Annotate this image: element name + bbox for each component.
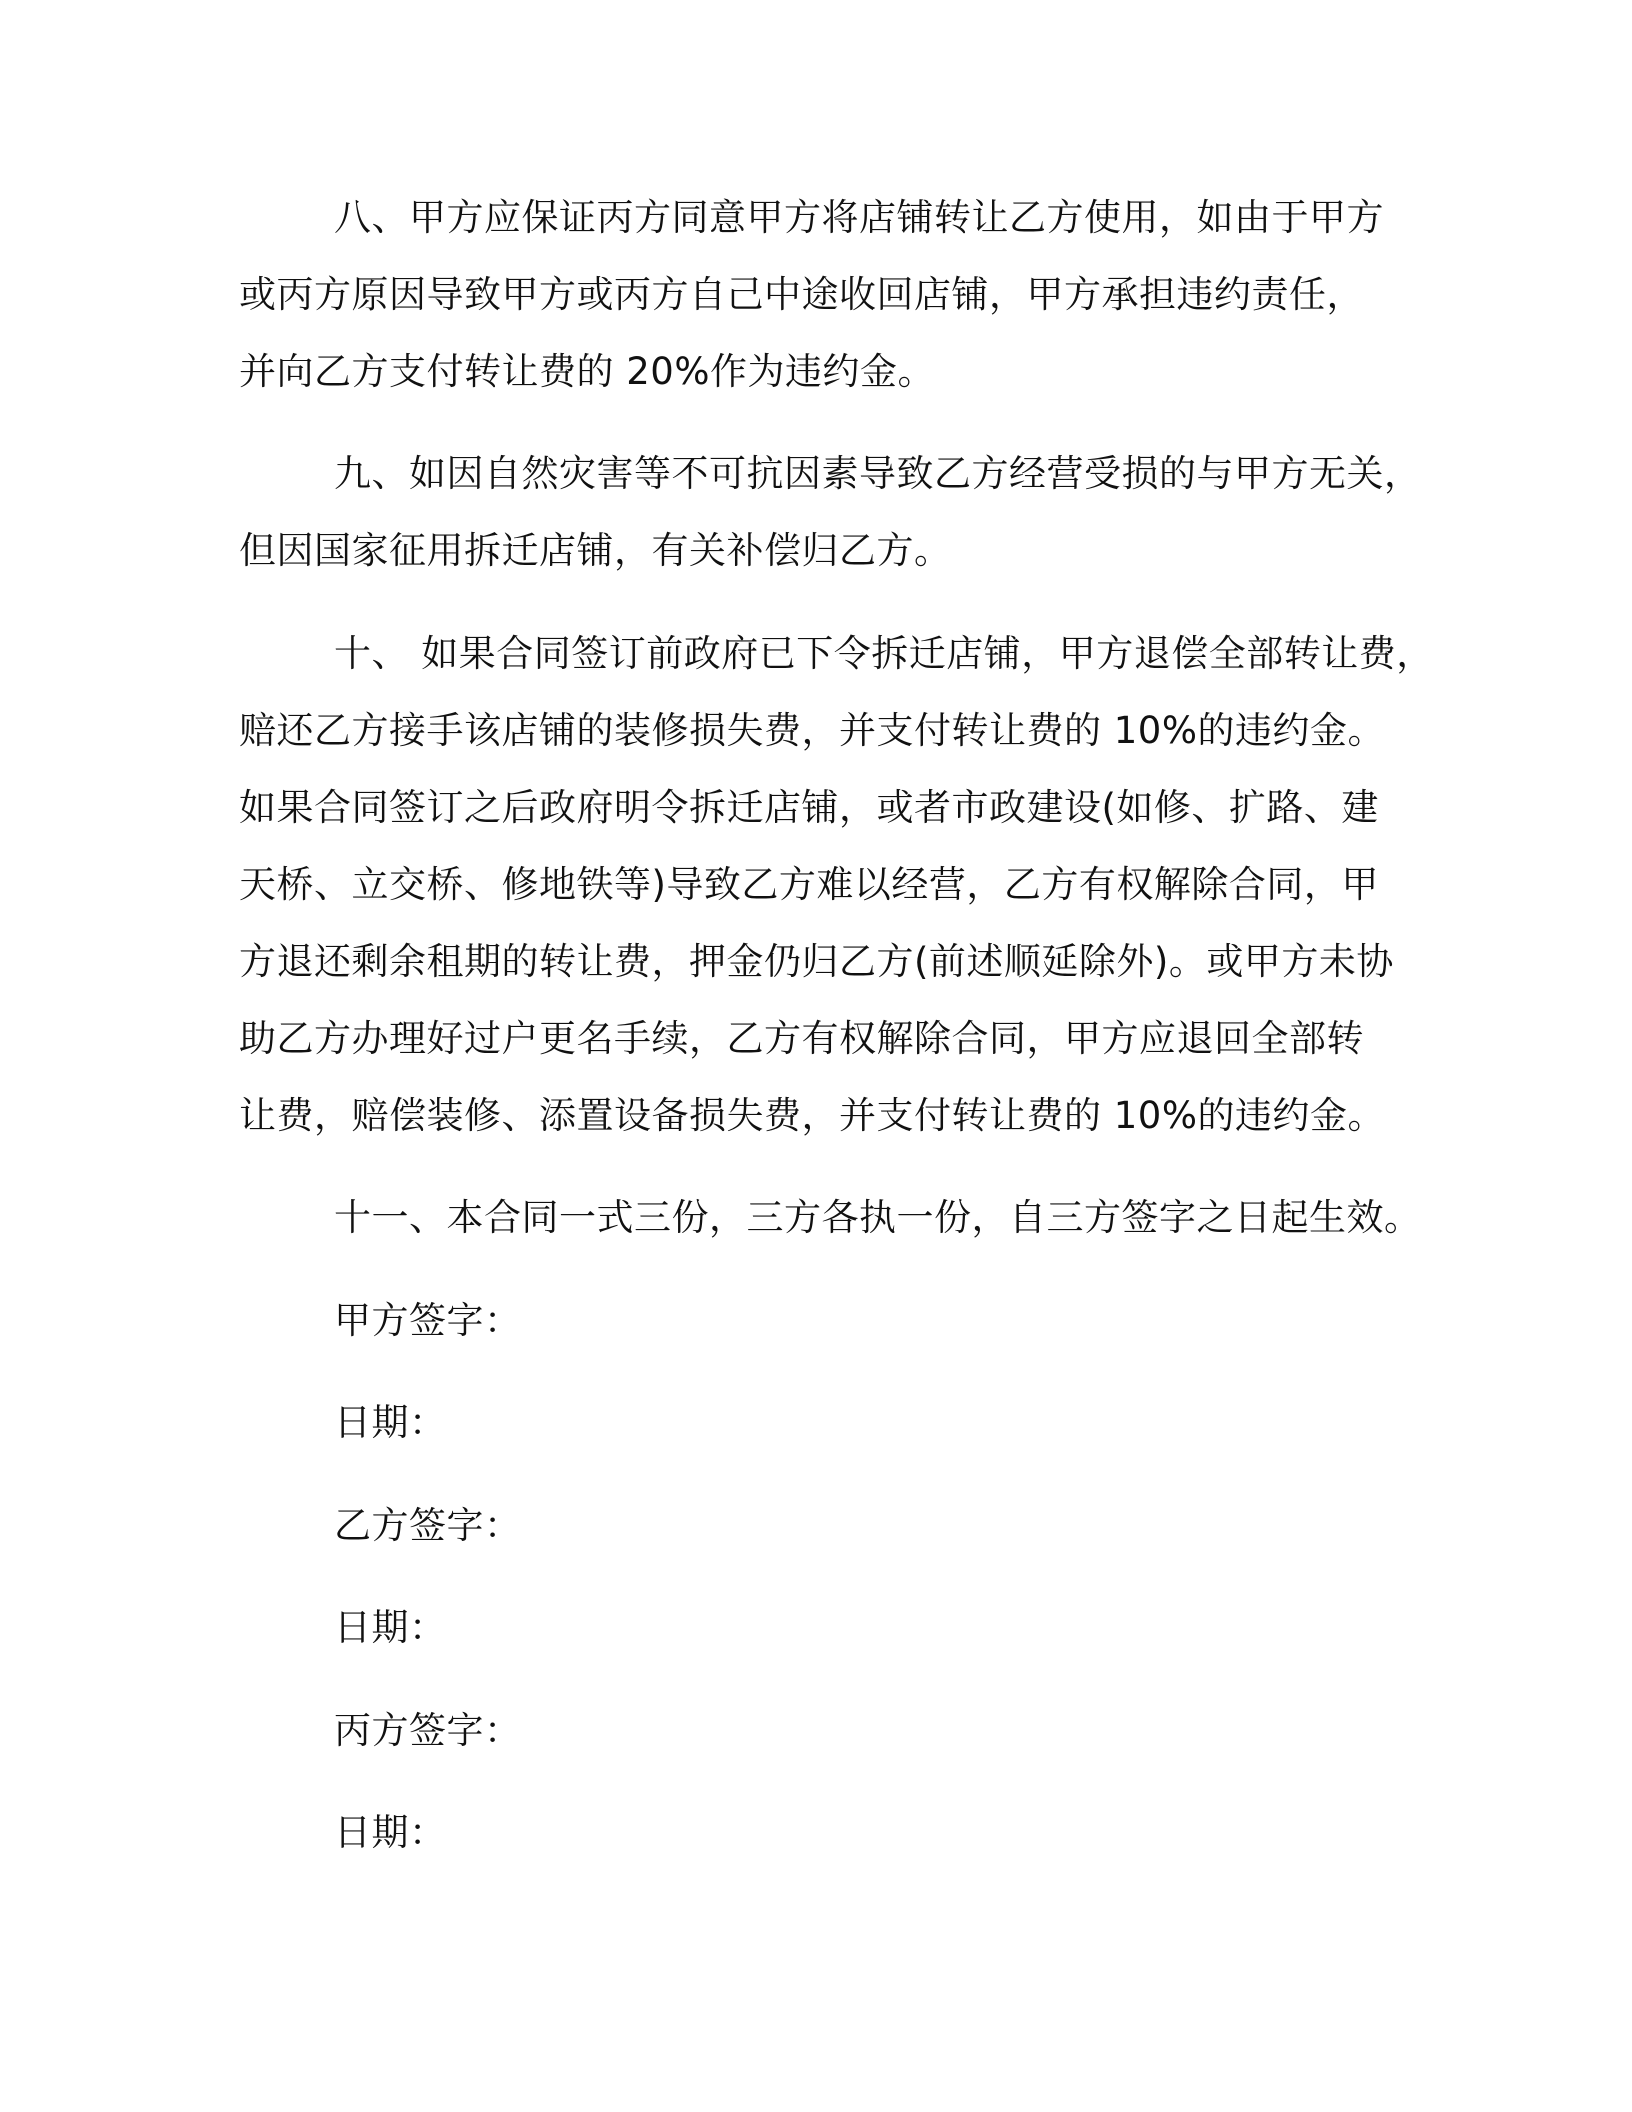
party-b-date-label: 日期： xyxy=(334,1606,447,1649)
clause-11: 十一、本合同一式三份，三方各执一份，自三方签字之日起生效。 xyxy=(334,1196,1422,1239)
clause-9-line-1: 九、如因自然灾害等不可抗因素导致乙方经营受损的与甲方无关， xyxy=(334,452,1422,495)
clause-10-line-7: 让费，赔偿装修、添置设备损失费，并支付转让费的 10%的违约金。 xyxy=(239,1094,1385,1137)
party-a-date-label: 日期： xyxy=(334,1401,447,1444)
clause-10-line-4: 天桥、立交桥、修地铁等)导致乙方难以经营，乙方有权解除合同，甲 xyxy=(239,863,1379,906)
clause-10-line-1: 十、 如果合同签订前政府已下令拆迁店铺，甲方退偿全部转让费， xyxy=(334,632,1434,675)
party-a-signature-label: 甲方签字： xyxy=(334,1299,522,1342)
party-c-signature-label: 丙方签字： xyxy=(334,1709,522,1752)
party-c-date-label: 日期： xyxy=(334,1811,447,1854)
clause-10-line-6: 助乙方办理好过户更名手续，乙方有权解除合同，甲方应退回全部转 xyxy=(239,1017,1364,1060)
clause-9-line-2: 但因国家征用拆迁店铺，有关补偿归乙方。 xyxy=(239,529,952,572)
clause-8-line-1: 八、甲方应保证丙方同意甲方将店铺转让乙方使用，如由于甲方 xyxy=(334,196,1384,239)
clause-8-line-3: 并向乙方支付转让费的 20%作为违约金。 xyxy=(239,350,935,393)
party-b-signature-label: 乙方签字： xyxy=(334,1504,522,1547)
clause-10-line-5: 方退还剩余租期的转让费，押金仍归乙方(前述顺延除外)。或甲方未协 xyxy=(239,940,1394,983)
clause-8-line-2: 或丙方原因导致甲方或丙方自己中途收回店铺，甲方承担违约责任， xyxy=(239,273,1364,316)
clause-10-line-3: 如果合同签订之后政府明令拆迁店铺，或者市政建设(如修、扩路、建 xyxy=(239,786,1379,829)
clause-10-line-2: 赔还乙方接手该店铺的装修损失费，并支付转让费的 10%的违约金。 xyxy=(239,709,1385,752)
